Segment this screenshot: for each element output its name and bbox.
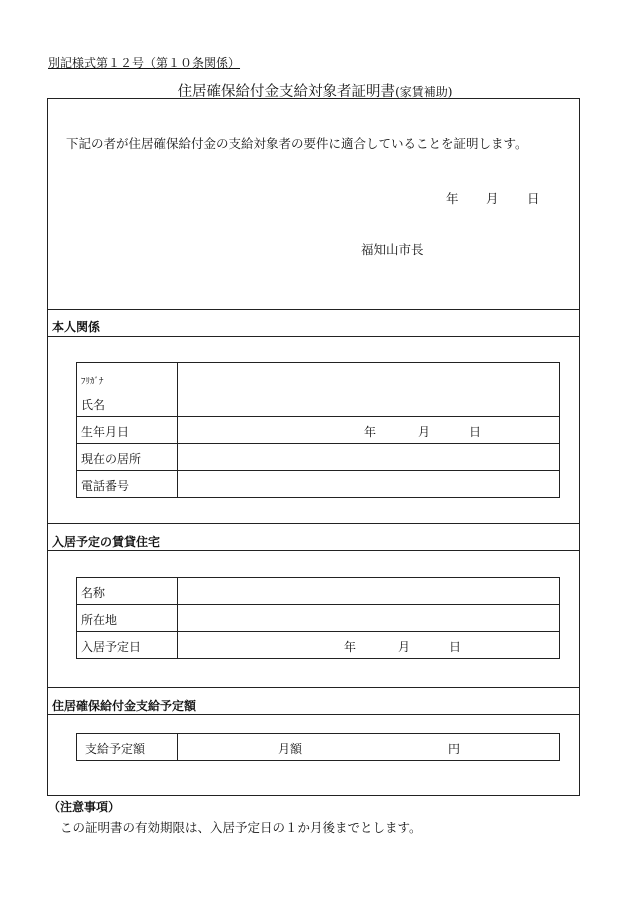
move-year-unit: 年 bbox=[344, 640, 357, 654]
move-in-date-label: 入居予定日 bbox=[77, 632, 178, 659]
move-day-unit: 日 bbox=[449, 640, 462, 654]
housing-name-label: 名称 bbox=[77, 578, 178, 605]
table-row bbox=[77, 734, 560, 761]
birth-day-unit: 日 bbox=[469, 425, 482, 439]
certification-date-year: 年 bbox=[446, 191, 459, 206]
amount-label: 支給予定額 bbox=[77, 734, 178, 761]
notes-heading: （注意事項） bbox=[48, 800, 121, 814]
amount-table bbox=[76, 733, 560, 761]
divider bbox=[47, 687, 580, 688]
phone-label: 電話番号 bbox=[77, 471, 178, 498]
monthly-label: 月額 bbox=[278, 742, 303, 756]
move-in-date-field[interactable] bbox=[178, 632, 560, 659]
birthdate-field[interactable] bbox=[178, 417, 560, 444]
table-row bbox=[77, 471, 560, 498]
address-field[interactable] bbox=[178, 444, 560, 471]
name-label-cell bbox=[77, 363, 178, 417]
certification-statement: 下記の者が住居確保給付金の支給対象者の要件に適合していることを証明します。 bbox=[66, 136, 528, 151]
notes-text: この証明書の有効期限は、入居予定日の１か月後までとします。 bbox=[60, 820, 422, 835]
table-row bbox=[77, 578, 560, 605]
title-sub: (家賃補助) bbox=[395, 85, 453, 99]
address-label: 現在の居所 bbox=[77, 444, 178, 471]
yen-label: 円 bbox=[448, 742, 461, 756]
certification-date-day: 日 bbox=[527, 191, 540, 206]
birthdate-label: 生年月日 bbox=[77, 417, 178, 444]
housing-name-field[interactable] bbox=[178, 578, 560, 605]
birth-month-unit: 月 bbox=[418, 425, 431, 439]
section-heading-person: 本人関係 bbox=[52, 320, 101, 334]
housing-location-label: 所在地 bbox=[77, 605, 178, 632]
divider bbox=[47, 550, 580, 551]
table-row bbox=[77, 605, 560, 632]
table-row bbox=[77, 632, 560, 659]
table-row bbox=[77, 444, 560, 471]
phone-field[interactable] bbox=[178, 471, 560, 498]
section-heading-amount: 住居確保給付金支給予定額 bbox=[52, 699, 197, 713]
table-row bbox=[77, 363, 560, 417]
birth-year-unit: 年 bbox=[364, 425, 377, 439]
section-heading-housing: 入居予定の賃貸住宅 bbox=[52, 535, 161, 549]
name-label: 氏名 bbox=[81, 398, 106, 412]
table-row bbox=[77, 417, 560, 444]
certification-date-month: 月 bbox=[486, 191, 499, 206]
divider bbox=[47, 309, 580, 310]
issuer-name: 福知山市長 bbox=[361, 242, 424, 257]
housing-table bbox=[76, 577, 560, 659]
name-field[interactable] bbox=[178, 363, 560, 417]
move-month-unit: 月 bbox=[398, 640, 411, 654]
title-main: 住居確保給付金支給対象者証明書 bbox=[177, 84, 396, 100]
furigana-label: ﾌﾘｶﾞﾅ bbox=[81, 377, 104, 387]
form-number: 別記様式第１２号（第１０条関係） bbox=[48, 56, 241, 70]
person-table bbox=[76, 362, 560, 498]
amount-field[interactable] bbox=[178, 734, 560, 761]
divider bbox=[47, 336, 580, 337]
divider bbox=[47, 714, 580, 715]
divider bbox=[47, 523, 580, 524]
housing-location-field[interactable] bbox=[178, 605, 560, 632]
